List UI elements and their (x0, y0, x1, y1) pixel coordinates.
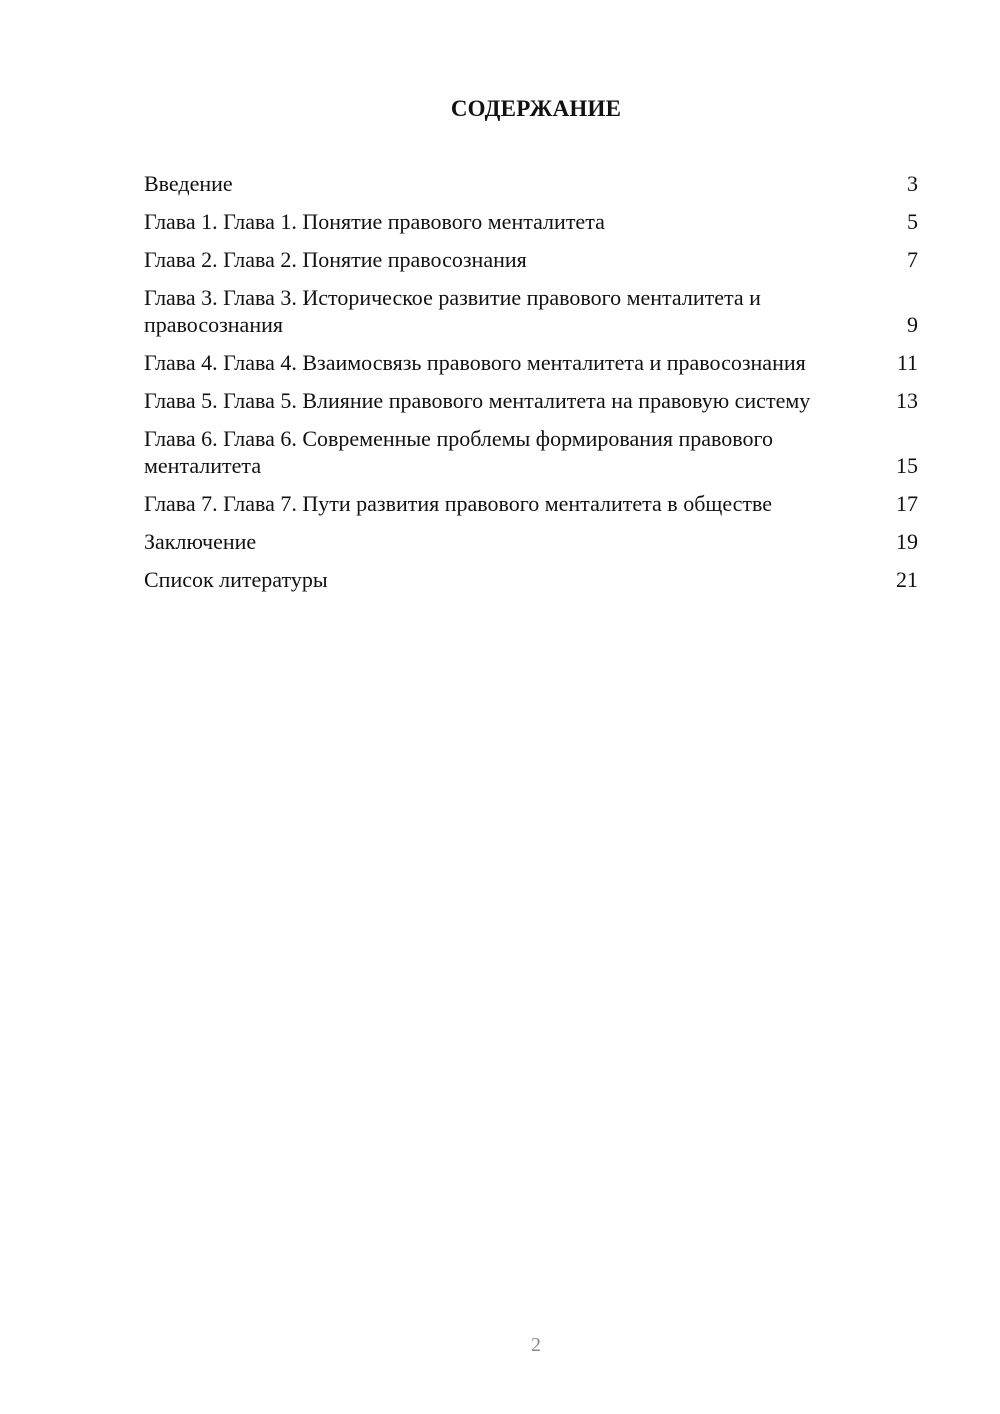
toc-entry-text: Глава 2. Глава 2. Понятие правосознания (144, 247, 527, 272)
toc-entry[interactable] (144, 170, 918, 197)
toc-entry[interactable] (144, 349, 918, 376)
toc-entry-text: Введение (144, 171, 233, 196)
toc-entry-text: Глава 7. Глава 7. Пути развития правового менталитета в обществе (144, 491, 773, 516)
toc-entry-text: Глава 3. Глава 3. Историческое развитие правового менталитета и правосознания (144, 285, 761, 337)
toc-entry-text: Глава 6. Глава 6. Современные проблемы формирования правового менталитета (144, 426, 773, 478)
toc-entry-text: Глава 1. Глава 1. Понятие правового менталитета (144, 209, 605, 234)
toc-entry-page: 3 (907, 171, 918, 196)
toc-entry-text: Глава 5. Глава 5. Влияние правового менталитета на правовую систему (144, 388, 811, 413)
toc-entry-text: Глава 4. Глава 4. Взаимосвязь правового менталитета и правосознания (144, 350, 806, 375)
toc-title: СОДЕРЖАНИЕ (450, 96, 622, 121)
toc-list (144, 170, 918, 604)
toc-entry-page: 21 (896, 567, 918, 592)
toc-entry-text: Заключение (144, 529, 257, 554)
toc-entry-text: Список литературы (144, 567, 328, 592)
toc-entry[interactable] (144, 425, 918, 479)
page-number: 2 (531, 1334, 541, 1356)
toc-entry-page: 13 (896, 388, 918, 413)
toc-entry-page: 19 (896, 529, 918, 554)
toc-entry-page: 5 (907, 209, 918, 234)
toc-entry-page: 11 (896, 350, 918, 375)
toc-entry-page: 9 (907, 312, 918, 337)
toc-entry[interactable] (144, 387, 918, 414)
toc-entry-page: 17 (896, 491, 918, 516)
toc-entry[interactable] (144, 208, 918, 235)
toc-entry-page: 15 (896, 453, 918, 478)
toc-entry[interactable] (144, 566, 918, 593)
toc-entry[interactable] (144, 528, 918, 555)
toc-entry[interactable] (144, 490, 918, 517)
toc-entry-page: 7 (907, 247, 918, 272)
toc-entry[interactable] (144, 246, 918, 273)
toc-entry[interactable] (144, 284, 918, 338)
